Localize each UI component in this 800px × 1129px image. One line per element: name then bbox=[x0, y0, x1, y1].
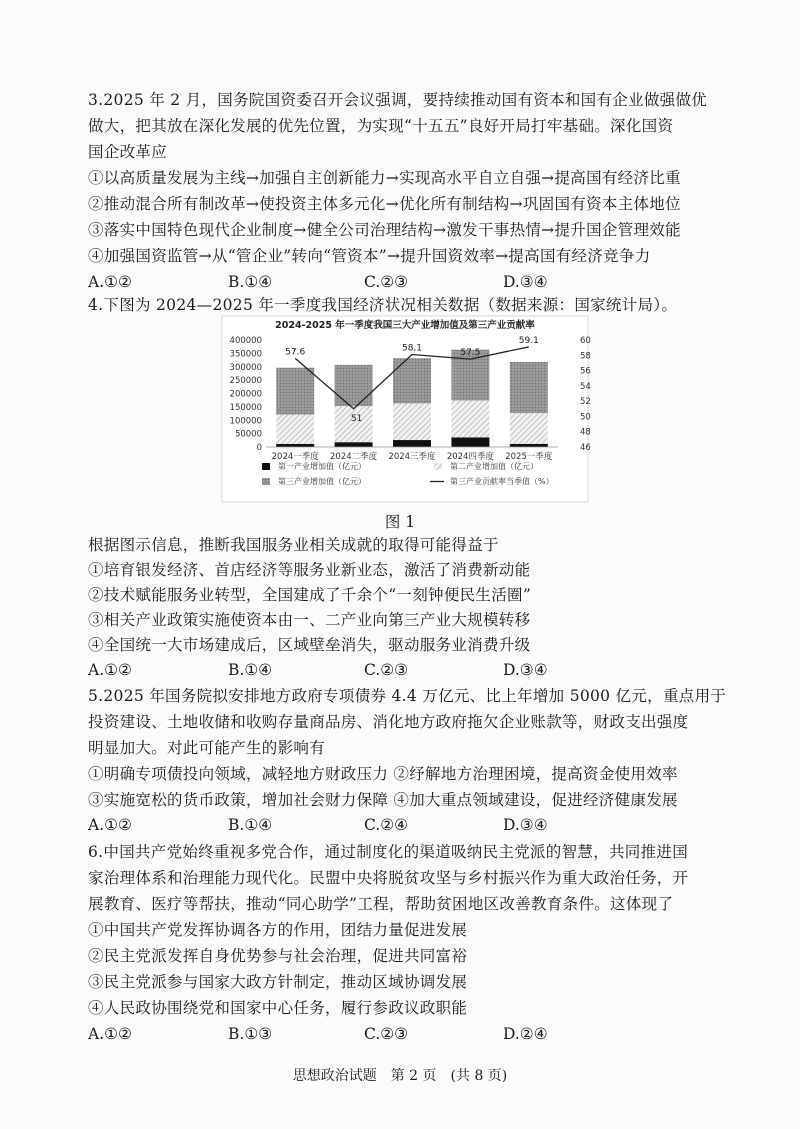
q3-option-d[interactable]: D.③④ bbox=[503, 273, 548, 291]
q5-items-line-2: ③实施宽松的货币政策，增加社会财力保障 ④加大重点领域建设，促进经济健康发展 bbox=[88, 791, 678, 809]
q6-item-3: ③民主党派参与国家大政方针制定，推动区域协调发展 bbox=[88, 973, 468, 991]
contribution-data-label: 57.6 bbox=[285, 347, 306, 358]
q3-stem-line-2: 做大，把其放在深化发展的优先位置，为实现“十五五”良好开局打牢基础。深化国资 bbox=[88, 117, 674, 135]
right-tick-label: 48 bbox=[580, 427, 591, 438]
left-tick-label: 0 bbox=[256, 443, 262, 453]
q4-question: 根据图示信息，推断我国服务业相关成就的取得可能得益于 bbox=[88, 536, 499, 554]
q3-stem-line-3: 国企改革应 bbox=[88, 143, 168, 161]
tertiary-industry-bar bbox=[276, 368, 314, 415]
q4-option-b[interactable]: B.①④ bbox=[228, 661, 273, 679]
q5-option-c[interactable]: C.②④ bbox=[364, 816, 409, 834]
primary-industry-bar bbox=[393, 440, 431, 447]
q3-option-b[interactable]: B.①④ bbox=[228, 273, 273, 291]
q5-items-line-1: ①明确专项债投向领域，减轻地方财政压力 ②纾解地方治理困境，提高资金使用效率 bbox=[88, 765, 678, 783]
legend-label: 第一产业增加值（亿元） bbox=[278, 462, 366, 471]
q6-item-1: ①中国共产党发挥协调各方的作用，团结力量促进发展 bbox=[88, 921, 468, 939]
q5-option-b[interactable]: B.①④ bbox=[228, 816, 273, 834]
q5-stem-line-1: 5.2025 年国务院拟安排地方政府专项债券 4.4 万亿元、比上年增加 5000 亿元，重点用于 bbox=[88, 687, 727, 705]
legend-label: 第三产业增加值（亿元） bbox=[278, 477, 366, 486]
legend-swatch bbox=[434, 463, 442, 470]
x-tick-label: 2024一季度 bbox=[271, 452, 319, 462]
tertiary-industry-bar bbox=[335, 365, 373, 406]
secondary-industry-bar bbox=[451, 400, 489, 437]
q4-option-c[interactable]: C.②③ bbox=[364, 661, 409, 679]
q3-item-4: ④加强国资监管→从“管企业”转向“管资本”→提升国资效率→提高国有经济竞争力 bbox=[88, 247, 651, 265]
q5-stem-line-2: 投资建设、土地收储和收购存量商品房、消化地方政府拖欠企业账款等，财政支出强度 bbox=[88, 713, 689, 731]
left-tick-label: 150000 bbox=[229, 402, 262, 413]
primary-industry-bar bbox=[335, 442, 373, 447]
x-tick-label: 2025一季度 bbox=[505, 452, 553, 462]
q6-stem-line-3: 展教育、医疗等帮扶，推动“同心助学”工程，帮助贫困地区改善教育条件。这体现了 bbox=[88, 895, 674, 913]
legend-label: 第三产业贡献率当季值（%） bbox=[450, 477, 554, 486]
right-tick-label: 52 bbox=[580, 397, 591, 408]
q3-item-3: ③落实中国特色现代企业制度→健全公司治理结构→激发干事热情→提升国企管理效能 bbox=[88, 221, 681, 239]
contribution-data-label: 51 bbox=[350, 413, 363, 424]
q4-item-1: ①培育银发经济、首店经济等服务业新业态，激活了消费新动能 bbox=[88, 561, 531, 579]
page-footer: 思想政治试题 第 2 页 (共 8 页) bbox=[292, 1068, 508, 1084]
tertiary-industry-bar bbox=[393, 358, 431, 403]
x-axis bbox=[272, 451, 553, 462]
secondary-industry-bar bbox=[510, 413, 548, 444]
left-tick-label: 50000 bbox=[234, 429, 262, 440]
contribution-data-label: 58.1 bbox=[401, 343, 423, 354]
right-tick-label: 56 bbox=[580, 366, 591, 377]
q4-item-2: ②技术赋能服务业转型，全国建成了千余个“一刻钟便民生活圈” bbox=[88, 586, 532, 604]
chart-title: 2024-2025 年一季度我国三大产业增加值及第三产业贡献率 bbox=[275, 320, 535, 331]
right-tick-label: 54 bbox=[580, 381, 591, 392]
secondary-industry-bar bbox=[335, 406, 373, 442]
x-tick-label: 2024三季度 bbox=[388, 452, 436, 462]
q3-option-c[interactable]: C.②③ bbox=[364, 273, 409, 291]
tertiary-industry-bar bbox=[510, 362, 548, 413]
legend-label: 第二产业增加值（亿元） bbox=[450, 462, 538, 471]
q4-option-a[interactable]: A.①② bbox=[88, 661, 132, 679]
x-tick-label: 2024四季度 bbox=[446, 452, 494, 462]
x-tick-label: 2024二季度 bbox=[330, 452, 378, 462]
q5-option-d[interactable]: D.③④ bbox=[503, 816, 548, 834]
q4-item-4: ④全国统一大市场建成后，区域壁垒消失，驱动服务业消费升级 bbox=[88, 636, 531, 654]
legend-swatch bbox=[262, 463, 270, 470]
right-tick-label: 60 bbox=[580, 336, 591, 346]
q3-stem-line-1: 3.2025 年 2 月，国务院国资委召开会议强调，要持续推动国有资本和国有企业做强做优 bbox=[88, 91, 708, 109]
contribution-data-label: 57.5 bbox=[460, 348, 481, 359]
primary-industry-bar bbox=[276, 444, 314, 447]
left-axis bbox=[230, 336, 262, 453]
right-tick-label: 58 bbox=[580, 351, 591, 362]
right-tick-label: 50 bbox=[580, 412, 591, 423]
q6-item-4: ④人民政协围绕党和国家中心任务，履行参政议政职能 bbox=[88, 999, 468, 1017]
left-tick-label: 250000 bbox=[229, 376, 262, 387]
economy-chart bbox=[222, 316, 591, 502]
legend-swatch bbox=[262, 478, 270, 485]
q4-item-3: ③相关产业政策实施使资本由一、二产业向第三产业大规模转移 bbox=[88, 611, 531, 629]
left-tick-label: 350000 bbox=[229, 349, 262, 360]
secondary-industry-bar bbox=[393, 403, 431, 440]
left-tick-label: 200000 bbox=[229, 389, 262, 400]
secondary-industry-bar bbox=[276, 414, 314, 443]
q5-stem-line-3: 明显加大。对此可能产生的影响有 bbox=[88, 739, 326, 757]
figure-caption: 图 1 bbox=[384, 513, 416, 531]
q6-option-d[interactable]: D.②④ bbox=[503, 1025, 548, 1043]
contribution-data-label: 59.1 bbox=[518, 335, 539, 346]
q3-item-1: ①以高质量发展为主线→加强自主创新能力→实现高水平自立自强→提高国有经济比重 bbox=[88, 169, 681, 187]
q6-stem-line-2: 家治理体系和治理能力现代化。民盟中央将脱贫攻坚与乡村振兴作为重大政治任务，开 bbox=[88, 869, 689, 887]
q3-item-2: ②推动混合所有制改革→使投资主体多元化→优化所有制结构→巩固国有资本主体地位 bbox=[88, 195, 681, 213]
q6-stem-line-1: 6.中国共产党始终重视多党合作，通过制度化的渠道吸纳民主党派的智慧，共同推进国 bbox=[88, 843, 688, 861]
q5-option-a[interactable]: A.①② bbox=[88, 816, 132, 834]
left-tick-label: 100000 bbox=[229, 416, 262, 427]
left-tick-label: 300000 bbox=[229, 362, 262, 373]
q4-option-d[interactable]: D.③④ bbox=[503, 661, 548, 679]
q3-option-a[interactable]: A.①② bbox=[88, 273, 132, 291]
q6-option-b[interactable]: B.①③ bbox=[228, 1025, 273, 1043]
q4-stem: 4.下图为 2024—2025 年一季度我国经济状况相关数据（数据来源：国家统计局）。 bbox=[88, 296, 678, 314]
primary-industry-bar bbox=[451, 437, 489, 447]
q6-item-2: ②民主党派发挥自身优势参与社会治理，促进共同富裕 bbox=[88, 947, 468, 965]
q6-option-a[interactable]: A.①② bbox=[88, 1025, 132, 1043]
primary-industry-bar bbox=[510, 444, 548, 447]
left-tick-label: 400000 bbox=[229, 336, 262, 346]
right-tick-label: 46 bbox=[580, 443, 591, 453]
q6-option-c[interactable]: C.②③ bbox=[364, 1025, 409, 1043]
